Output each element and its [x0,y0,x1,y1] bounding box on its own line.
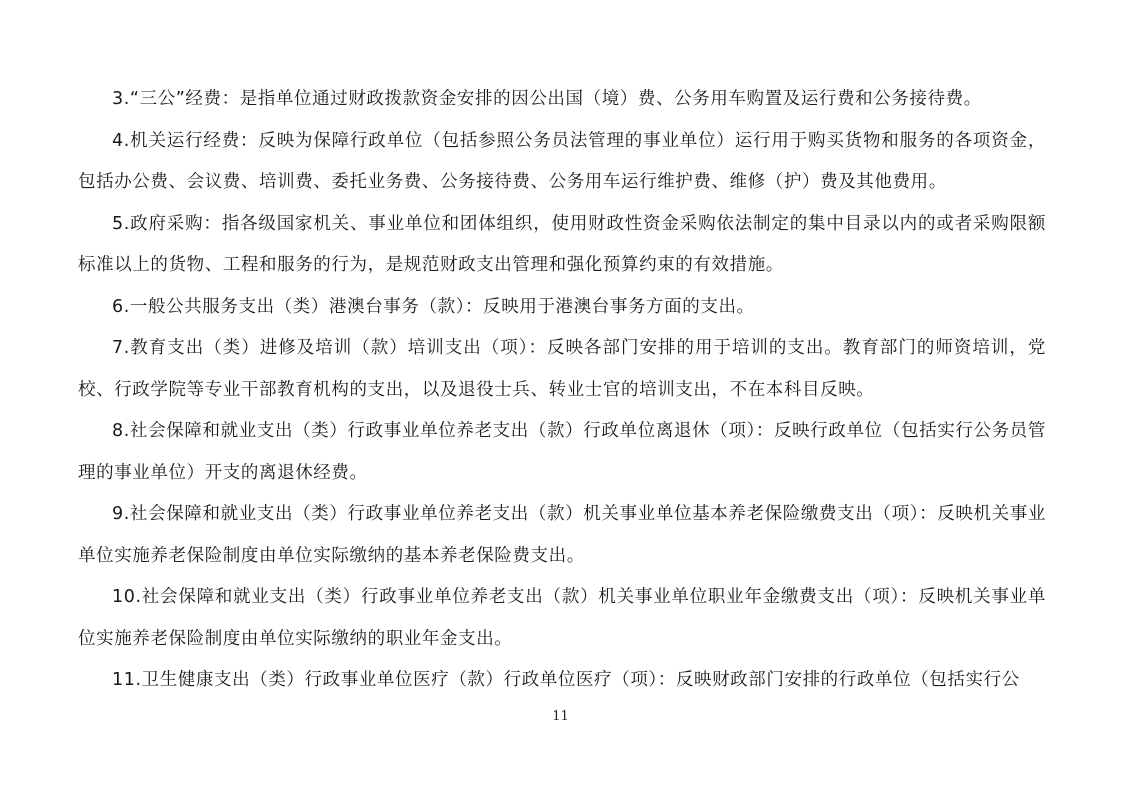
page-number: 11 [552,709,569,724]
paragraph-item-5: 5.政府采购：指各级国家机关、事业单位和团体组织，使用财政性资金采购依法制定的集中目录以内的或者采购限额标准以上的货物、工程和服务的行为，是规范财政支出管理和强化预算约束的有效措施。 [78,213,1046,275]
paragraph-item-11: 11.卫生健康支出（类）行政事业单位医疗（款）行政单位医疗（项）：反映财政部门安排的行政单位（包括实行公 [112,670,1020,690]
paragraph-item-7: 7.教育支出（类）进修及培训（款）培训支出（项）：反映各部门安排的用于培训的支出。教育部门的师资培训，党校、行政学院等专业干部教育机构的支出，以及退役士兵、转业士官的培训支出，不在本科目反映。 [78,338,1046,400]
paragraph-item-4: 4.机关运行经费：反映为保障行政单位（包括参照公务员法管理的事业单位）运行用于购买货物和服务的各项资金，包括办公费、会议费、培训费、委托业务费、公务接待费、公务用车运行维护费、维修（护）费及其他费用。 [78,130,1046,192]
paragraph-item-8: 8.社会保障和就业支出（类）行政事业单位养老支出（款）行政单位离退休（项）：反映行政单位（包括实行公务员管理的事业单位）开支的离退休经费。 [78,421,1046,483]
document-body [78,79,1046,702]
paragraph-item-3: 3.“三公”经费：是指单位通过财政拨款资金安排的因公出国（境）费、公务用车购置及运行费和公务接待费。 [112,89,982,109]
paragraph-item-10: 10.社会保障和就业支出（类）行政事业单位养老支出（款）机关事业单位职业年金缴费支出（项）：反映机关事业单位实施养老保险制度由单位实际缴纳的职业年金支出。 [78,587,1046,649]
paragraph-item-9: 9.社会保障和就业支出（类）行政事业单位养老支出（款）机关事业单位基本养老保险缴费支出（项）：反映机关事业单位实施养老保险制度由单位实际缴纳的基本养老保险费支出。 [78,504,1046,566]
paragraph-item-6: 6.一般公共服务支出（类）港澳台事务（款）：反映用于港澳台事务方面的支出。 [112,296,755,317]
